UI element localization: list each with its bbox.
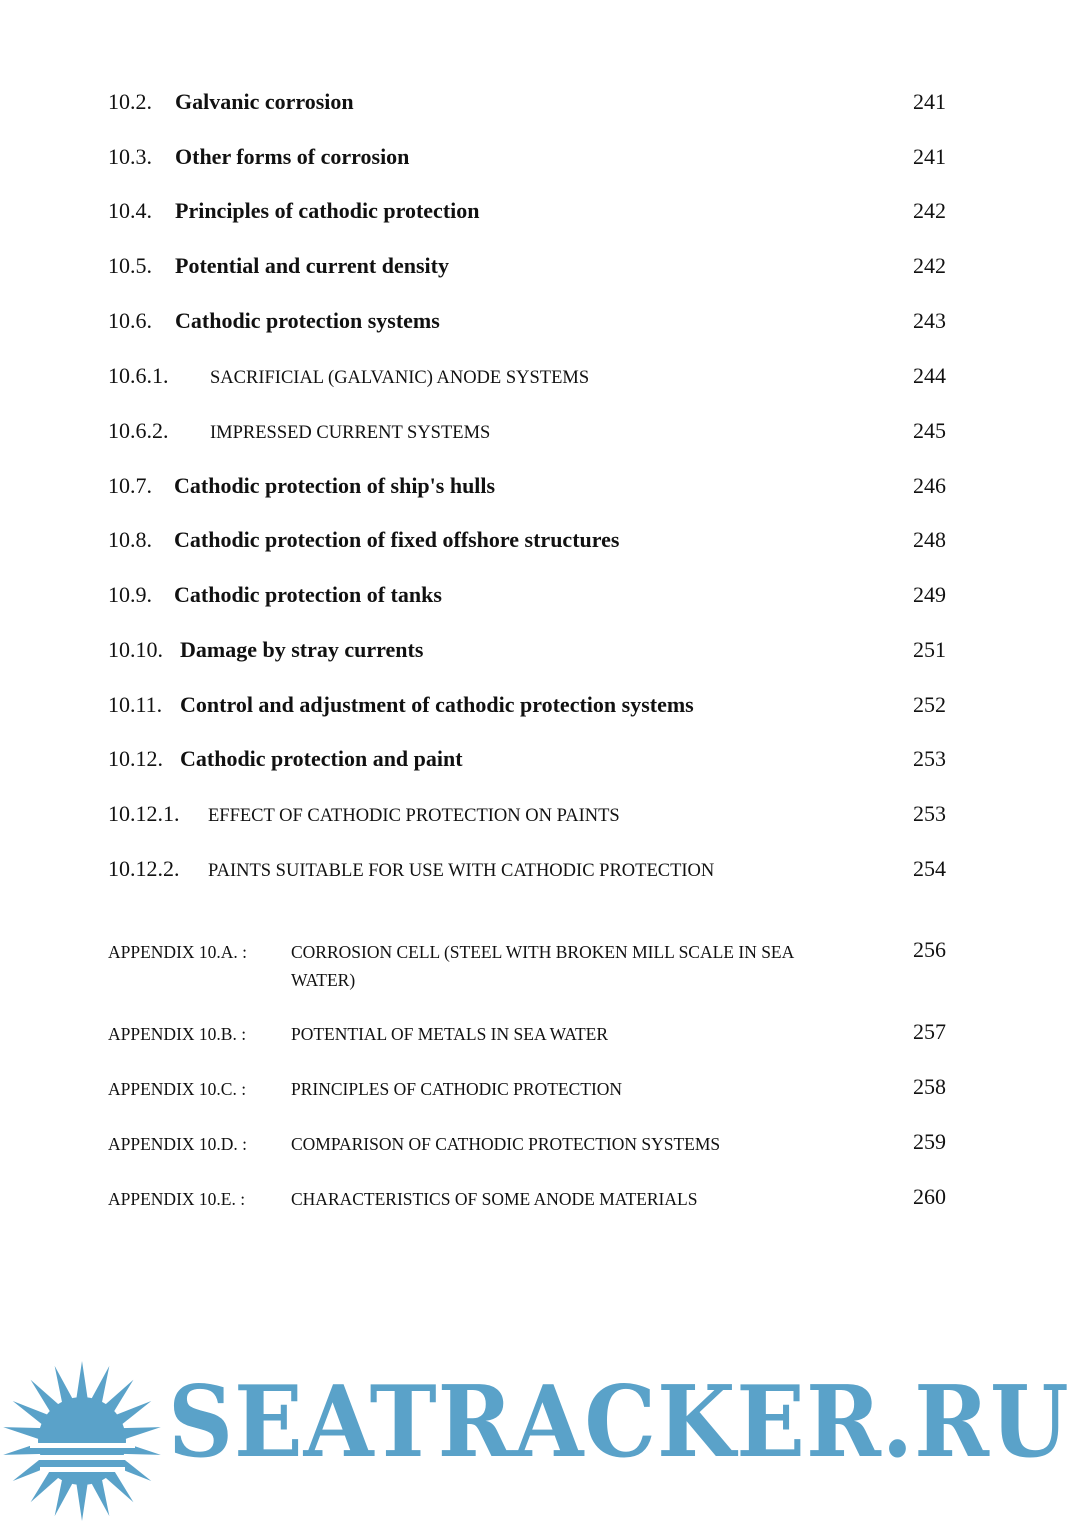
entry-title: SACRIFICIAL (GALVANIC) ANODE SYSTEMS [210, 368, 590, 388]
entry-page: 251 [913, 637, 946, 662]
entry-number: 10.5. [108, 253, 152, 278]
entry-title: Principles of cathodic protection [175, 198, 480, 223]
entry-page: 243 [913, 308, 946, 333]
entry-page: 252 [913, 692, 946, 717]
appendix-title: PRINCIPLES OF CATHODIC PROTECTION [291, 1079, 623, 1099]
entry-page: 244 [913, 363, 946, 388]
toc-subentry [108, 361, 946, 401]
appendix-label: APPENDIX 10.E. : [108, 1189, 246, 1209]
entry-number: 10.10. [108, 637, 163, 662]
entry-title: EFFECT OF CATHODIC PROTECTION ON PAINTS [208, 806, 620, 826]
appendix-title: CHARACTERISTICS OF SOME ANODE MATERIALS [291, 1189, 698, 1209]
entry-page: 241 [913, 89, 946, 114]
appendix-entry [108, 938, 946, 998]
appendix-entry [108, 1020, 946, 1050]
appendix-entry [108, 1130, 946, 1160]
appendix-page: 259 [913, 1129, 946, 1154]
entry-page: 246 [913, 473, 946, 498]
entry-title: Galvanic corrosion [175, 89, 354, 114]
entry-title: PAINTS SUITABLE FOR USE WITH CATHODIC PROTECTION [208, 861, 715, 881]
entry-page: 241 [913, 144, 946, 169]
toc-entry [108, 142, 946, 182]
entry-page: 242 [913, 198, 946, 223]
entry-title: Control and adjustment of cathodic protection systems [180, 692, 694, 717]
toc-subentry [108, 416, 946, 456]
appendix-page: 258 [913, 1074, 946, 1099]
entry-title: Damage by stray currents [180, 637, 424, 662]
toc-entry [108, 580, 946, 620]
entry-page: 253 [913, 801, 946, 826]
watermark-text: SEATRACKER.RU [168, 1365, 1070, 1480]
entry-page: 253 [913, 746, 946, 771]
appendix-page: 256 [913, 937, 946, 962]
entry-number: 10.2. [108, 89, 152, 114]
entry-title: Cathodic protection of ship's hulls [174, 473, 496, 498]
entry-title: Cathodic protection systems [175, 308, 440, 333]
appendix-title: COMPARISON OF CATHODIC PROTECTION SYSTEMS [291, 1134, 721, 1154]
toc-entry [108, 471, 946, 511]
entry-page: 249 [913, 582, 946, 607]
appendix-label: APPENDIX 10.A. : [108, 942, 248, 962]
toc-subentry [108, 799, 946, 839]
entry-page: 242 [913, 253, 946, 278]
toc-subentry [108, 854, 946, 894]
toc-entry [108, 525, 946, 565]
entry-number: 10.9. [108, 582, 152, 607]
entry-number: 10.8. [108, 527, 152, 552]
toc-entry [108, 306, 946, 346]
sun-icon [0, 1355, 165, 1521]
entry-title: Cathodic protection and paint [180, 746, 463, 771]
entry-number: 10.12.1. [108, 801, 180, 826]
toc-entry [108, 690, 946, 730]
toc-entry [108, 87, 946, 127]
appendix-title: POTENTIAL OF METALS IN SEA WATER [291, 1024, 608, 1044]
appendix-label: APPENDIX 10.C. : [108, 1079, 247, 1099]
entry-number: 10.6.1. [108, 363, 169, 388]
entry-number: 10.7. [108, 473, 152, 498]
appendix-label: APPENDIX 10.D. : [108, 1134, 248, 1154]
entry-title: Cathodic protection of tanks [174, 582, 442, 607]
watermark [0, 1355, 1080, 1521]
entry-number: 10.6. [108, 308, 152, 333]
appendix-entry [108, 1185, 946, 1215]
entry-number: 10.12. [108, 746, 163, 771]
toc-entry [108, 196, 946, 236]
entry-number: 10.11. [108, 692, 163, 717]
appendix-label: APPENDIX 10.B. : [108, 1024, 247, 1044]
entry-number: 10.6.2. [108, 418, 169, 443]
appendix-page: 260 [913, 1184, 946, 1209]
entry-page: 254 [913, 856, 946, 881]
entry-title: Other forms of corrosion [175, 144, 410, 169]
toc-entry [108, 744, 946, 784]
entry-number: 10.12.2. [108, 856, 180, 881]
entry-page: 245 [913, 418, 946, 443]
toc-entry [108, 251, 946, 291]
entry-title: IMPRESSED CURRENT SYSTEMS [210, 423, 491, 443]
appendix-page: 257 [913, 1019, 946, 1044]
entry-number: 10.3. [108, 144, 152, 169]
appendix-title: CORROSION CELL (STEEL WITH BROKEN MILL SCALE IN SEA WATER) [291, 942, 794, 990]
appendix-entry [108, 1075, 946, 1105]
entry-title: Cathodic protection of fixed offshore structures [174, 527, 620, 552]
entry-title: Potential and current density [175, 253, 449, 278]
entry-number: 10.4. [108, 198, 152, 223]
entry-page: 248 [913, 527, 946, 552]
toc-entry [108, 635, 946, 675]
